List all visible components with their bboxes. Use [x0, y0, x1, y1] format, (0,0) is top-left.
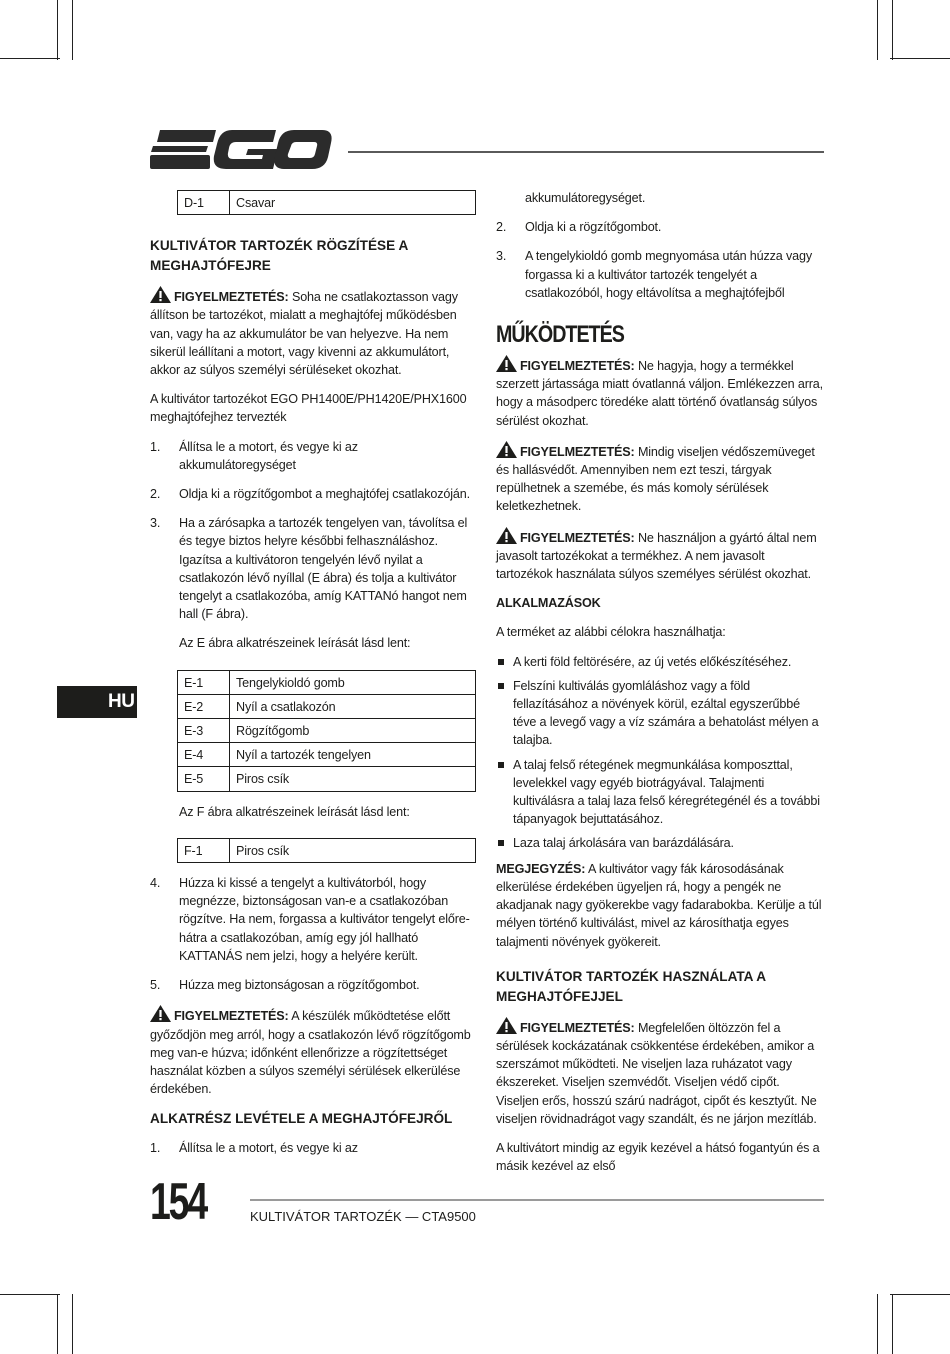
- step-number: 5.: [150, 978, 161, 993]
- warning-paragraph: [496, 355, 824, 430]
- parts-table-f: [177, 838, 476, 863]
- part-code: E-5: [178, 767, 230, 791]
- section-heading: KULTIVÁTOR TARTOZÉK RÖGZÍTÉSE A MEGHAJTÓFEJRE: [150, 238, 408, 274]
- list-item: [496, 756, 824, 829]
- figure-f-note: Az F ábra alkatrészeinek leírását lásd lent:: [179, 804, 410, 819]
- warning-text: Mindig viseljen védőszemüveget és hallásvédőt. Amennyiben nem ezt teszi, tárgyak repülhetnek a szemébe, és más komoly sérülések keletkezhetnek.: [496, 444, 815, 514]
- table-row: [178, 838, 476, 862]
- warning-icon: [496, 355, 517, 372]
- step-text: Állítsa le a motort, és vegye ki az: [179, 1141, 358, 1156]
- step-text: Állítsa le a motort, és vegye ki az akkumulátoregységet: [179, 439, 358, 472]
- crop-mark: [72, 0, 73, 60]
- warning-text: Ne hagyja, hogy a termékkel szerzett jártassága miatt óvatlanná váljon. Emlékezzen arra, hogy a másodperc töredéke alatt történő óvatlanság súlyos sérülést okozhat.: [496, 359, 823, 428]
- applications-intro: A terméket az alábbi célokra használhatja:: [496, 625, 726, 640]
- install-steps-continued: [150, 874, 476, 994]
- warning-text: Ne használjon a gyártó által nem javasolt tartozékokat a termékhez. A nem javasolt tartozékok használata súlyos személyes sérülést okozhat.: [496, 530, 817, 582]
- warning-paragraph: [496, 527, 824, 584]
- bullet-icon: [498, 762, 504, 768]
- note-label: MEGJEGYZÉS:: [496, 861, 586, 876]
- right-column: [496, 190, 824, 1186]
- table-row: [178, 719, 476, 743]
- footer-rule: [250, 1199, 824, 1201]
- list-item-text: Laza talaj árkolására van barázdálására.: [513, 836, 734, 851]
- warning-paragraph: [496, 1017, 824, 1128]
- step-text: A tengelykioldó gomb megnyomása után húzza vagy forgassa ki a kultivátor tartozék tengelyét a csatlakozóból, hogy eltávolítsa a meghajtófejből: [525, 249, 812, 300]
- step-text: Oldja ki a rögzítőgombot.: [525, 220, 662, 235]
- part-name: Nyíl a tartozék tengelyen: [230, 743, 476, 767]
- part-name: Nyíl a csatlakozón: [230, 694, 476, 718]
- page-number: 154: [150, 1173, 206, 1231]
- table-row: [178, 694, 476, 718]
- warning-label: FIGYELMEZTETÉS:: [174, 290, 289, 305]
- crop-mark: [890, 1294, 950, 1295]
- list-item: [150, 514, 476, 623]
- list-item: [150, 976, 476, 994]
- list-item: [496, 834, 824, 852]
- note-text: A kultivátor vagy fák károsodásának elkerülése érdekében ügyeljen rá, hogy a pengék ne akadjanak nagy gyökerekbe vagy fadarabokba. Kerülje a túl mélyen történő kultiválást, mivel az károsíthatja egyes talajmenti növények gyökereit.: [496, 861, 822, 949]
- bullet-icon: [498, 659, 504, 665]
- continued-text: akkumulátoregységet.: [525, 191, 646, 205]
- footer-title: KULTIVÁTOR TARTOZÉK — CTA9500: [250, 1209, 476, 1224]
- list-item-text: Felszíni kultiválás gyomláláshoz vagy a föld fellazításához a növények körül, ezáltal egyszerűbbé téve a levegő vagy a víz számára a behatolást mélyen a talajba.: [513, 678, 819, 748]
- step-number: 2.: [150, 487, 161, 502]
- list-item: [150, 1139, 476, 1157]
- step-text: Ha a zárósapka a tartozék tengelyen van, távolítsa el és tegye biztos helyre későbbi felhasználáshoz. Igazítsa a kultivátoron tengelyén lévő nyilat a csatlakozón lévő nyíllal (E ábra) és tolja a kultivátor tengelyt a csatlakozóba, amíg KATTANó hangot nem hall (F ábra).: [179, 516, 468, 622]
- warning-label: FIGYELMEZTETÉS:: [520, 359, 635, 374]
- usage-paragraph: A kultivátort mindig az egyik kezével a hátsó fogantyún és a másik kezével az első: [496, 1140, 820, 1174]
- subsection-heading: ALKALMAZÁSOK: [496, 596, 601, 611]
- part-code: D-1: [178, 191, 230, 215]
- part-name: Rögzítőgomb: [230, 719, 476, 743]
- table-row: [178, 670, 476, 694]
- warning-label: FIGYELMEZTETÉS:: [520, 1020, 635, 1035]
- language-tab-label: HU: [108, 691, 135, 712]
- warning-icon: [150, 1005, 171, 1022]
- step-number: 3.: [496, 249, 507, 264]
- part-name: Piros csík: [230, 838, 476, 862]
- crop-mark: [892, 1294, 893, 1354]
- step-text: Húzza meg biztonságosan a rögzítőgombot.: [179, 978, 420, 993]
- part-code: E-1: [178, 670, 230, 694]
- parts-table-e: [177, 670, 476, 792]
- applications-list: [496, 653, 824, 853]
- table-row: [178, 191, 476, 215]
- parts-table-d: [177, 190, 476, 215]
- bullet-icon: [498, 683, 504, 689]
- warning-paragraph: [150, 1005, 476, 1098]
- part-code: E-2: [178, 694, 230, 718]
- part-code: E-3: [178, 719, 230, 743]
- ego-logo: [150, 128, 332, 172]
- list-item-text: A talaj felső rétegének megmunkálása komposzttal, levelekkel vagy egyéb biotrágyával. Talajmenti kultiválásra a talaj laza felső kéregrétegénél és a további tápanyagok bejuttatásához.: [513, 757, 820, 827]
- crop-mark: [877, 0, 878, 60]
- section-heading: KULTIVÁTOR TARTOZÉK HASZNÁLATA A MEGHAJTÓFEJJEL: [496, 968, 766, 1004]
- crop-mark: [0, 1294, 60, 1295]
- table-row: [178, 743, 476, 767]
- crop-mark: [892, 0, 893, 60]
- section-heading: ALKATRÉSZ LEVÉTELE A MEGHAJTÓFEJRŐL: [150, 1111, 453, 1127]
- header-rule: [348, 151, 824, 153]
- warning-label: FIGYELMEZTETÉS:: [520, 444, 635, 459]
- warning-label: FIGYELMEZTETÉS:: [520, 530, 635, 545]
- part-name: Piros csík: [230, 767, 476, 791]
- step-number: 2.: [496, 220, 507, 235]
- left-column: [150, 190, 476, 1169]
- step-text: Oldja ki a rögzítőgombot a meghajtófej csatlakozóján.: [179, 487, 470, 502]
- warning-icon: [150, 286, 171, 303]
- list-item: [150, 438, 476, 474]
- part-code: E-4: [178, 743, 230, 767]
- list-item: [496, 218, 824, 236]
- step-number: 3.: [150, 516, 161, 531]
- intro-paragraph: A kultivátor tartozékot EGO PH1400E/PH1420E/PHX1600 meghajtófejhez tervezték: [150, 392, 467, 425]
- step-text: Húzza ki kissé a tengelyt a kultivátorból, hogy megnézze, biztonságosan van-e a csatlakozóban rögzítve. Ha nem, forgassa a kultivátor tengelyt előre-hátra a csatlakozóban, amíg egy jól hallható KATTANÁS nem jelzi, hogy a helyére került.: [179, 876, 470, 963]
- table-row: [178, 767, 476, 791]
- step-number: 1.: [150, 439, 161, 454]
- removal-steps: [496, 218, 824, 302]
- crop-mark: [57, 0, 58, 60]
- install-steps: [150, 438, 476, 624]
- warning-paragraph: [496, 441, 824, 516]
- crop-mark: [72, 1294, 73, 1354]
- bullet-icon: [498, 840, 504, 846]
- list-item: [496, 677, 824, 750]
- warning-label: FIGYELMEZTETÉS:: [174, 1009, 289, 1024]
- section-title: MŰKÖDTETÉS: [496, 321, 624, 349]
- list-item: [150, 874, 476, 965]
- part-code: F-1: [178, 838, 230, 862]
- list-item-text: A kerti föld feltörésére, az új vetés előkészítéséhez.: [513, 654, 792, 669]
- crop-mark: [0, 58, 60, 59]
- crop-mark: [877, 1294, 878, 1354]
- note-paragraph: [496, 860, 824, 951]
- warning-paragraph: [150, 286, 476, 379]
- list-item: [496, 653, 824, 671]
- crop-mark: [57, 1294, 58, 1354]
- list-item: [496, 247, 824, 302]
- warning-text: A készülék működtetése előtt győződjön meg arról, hogy a csatlakozón lévő rögzítőgomb meg van-e húzva; időnként ellenőrizze a rögzítettséget használat közben a súlyos személyi sérülések elkerülése érdekében.: [150, 1009, 471, 1097]
- crop-mark: [890, 58, 950, 59]
- warning-icon: [496, 1017, 517, 1034]
- warning-icon: [496, 527, 517, 544]
- figure-e-note: Az E ábra alkatrészeinek leírását lásd lent:: [179, 636, 411, 651]
- warning-text: Megfelelően öltözzön fel a sérülések kockázatának csökkentése érdekében, amikor a szerszámot működteti. Ne viseljen laza ruházatot vagy ékszereket. Viseljen szemvédőt. Viseljen védő cipőt. Viseljen erős, hosszú szárú nadrágot, cipőt és kesztyűt. Ne viseljen rövidnadrágot vagy szandált, és ne járjon mezítláb.: [496, 1020, 817, 1126]
- step-number: 1.: [150, 1141, 161, 1156]
- part-name: Csavar: [230, 191, 476, 215]
- step-number: 4.: [150, 876, 161, 891]
- list-item: [150, 485, 476, 503]
- part-name: Tengelykioldó gomb: [230, 670, 476, 694]
- warning-icon: [496, 441, 517, 458]
- warning-text: Soha ne csatlakoztasson vagy állítson be tartozékot, mialatt a meghajtófej működésben van, vagy ha az akkumulátor be van helyezve. Ha nem sikerül leállítani a motort, vagy kivenni az akkumulátort, akkor az súlyos személyi sérüléseket okozhat.: [150, 290, 458, 378]
